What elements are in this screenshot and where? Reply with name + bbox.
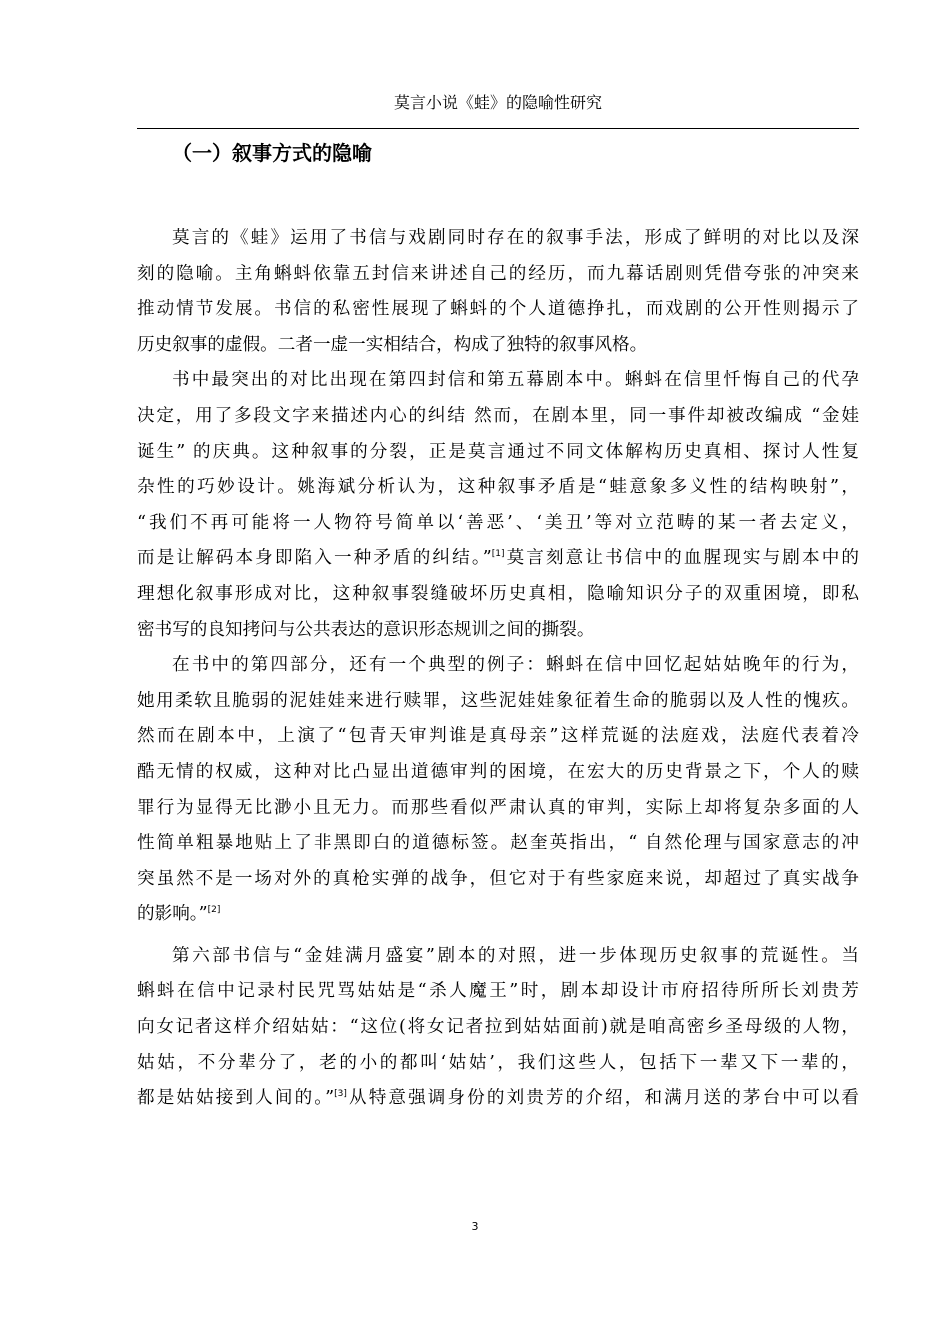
paragraph-2-line-6 — [137, 541, 859, 577]
paragraph-1-line-4: 历史叙事的虚假。二者一虚一实相结合，构成了独特的叙事风格。 — [137, 334, 648, 355]
paragraph-4-line-1: 第六部书信与“金娃满月盛宴”剧本的对照，进一步体现历史叙事的荒诞性。当 — [172, 945, 859, 966]
paragraph-1-line-2: 刻的隐喻。主角蝌蚪依靠五封信来讲述自己的经历，而九幕话剧则凭借夸张的冲突来 — [137, 263, 859, 284]
citation-1: [1] — [491, 549, 505, 560]
paragraph-2-line-2: 决定，用了多段文字来描述内心的纠结 然而，在剧本里，同一事件却被改编成 “金娃 — [137, 405, 859, 426]
paragraph-4-line-2: 蝌蚪在信中记录村民咒骂姑姑是“杀人魔王”时，剧本却设计市府招待所所长刘贵芳 — [137, 981, 859, 1002]
paragraph-1-line-1: 莫言的《蛙》运用了书信与戏剧同时存在的叙事手法，形成了鲜明的对比以及深 — [172, 228, 859, 248]
paragraph-3-line-6: 性简单粗暴地贴上了非黑即白的道德标签。赵奎英指出，“ 自然伦理与国家意志的冲 — [137, 833, 859, 854]
running-header: 莫言小说《蛙》的隐喻性研究 — [393, 93, 602, 112]
paragraph-2-line-6-tail: 莫言刻意让书信中的血腥现实与剧本中的 — [504, 548, 859, 569]
paragraph-2-line-7: 理想化叙事形成对比，这种叙事裂缝破坏历史真相，隐喻知识分子的双重困境，即私 — [137, 583, 859, 604]
paragraph-2-line-4: 杂性的巧妙设计。姚海斌分析认为，这种叙事矛盾是“蛙意象多义性的结构映射”， — [137, 477, 859, 498]
paragraph-4-line-5-text: 都是姑姑接到人间的。” — [137, 1088, 335, 1109]
paragraph-4-line-5 — [137, 1081, 859, 1117]
citation-2: [2] — [207, 905, 221, 916]
paragraph-3-line-7: 突虽然不是一场对外的真枪实弹的战争，但它对于有些家庭来说，却超过了真实战争 — [137, 868, 859, 889]
paragraph-3-line-8 — [137, 897, 859, 933]
paragraph-3-line-5: 罪行为显得无比渺小且无力。而那些看似严肃认真的审判，实际上却将复杂多面的人 — [137, 797, 859, 818]
paragraph-3-line-2: 她用柔软且脆弱的泥娃娃来进行赎罪，这些泥娃娃象征着生命的脆弱以及人性的愧疚。 — [137, 690, 859, 711]
paragraph-4-line-3: 向女记者这样介绍姑姑：“这位(将女记者拉到姑姑面前)就是咱高密乡圣母级的人物， — [137, 1017, 859, 1038]
paragraph-4-line-5-tail: 从特意强调身份的刘贵芳的介绍，和满月送的茅台中可以看 — [346, 1088, 859, 1109]
paragraph-3-line-8-text: 的影响。” — [137, 904, 208, 925]
paragraph-4-line-4: 姑姑，不分辈分了，老的小的都叫‘姑姑’，我们这些人，包括下一辈又下一辈的， — [137, 1052, 859, 1073]
body-text — [137, 221, 859, 1117]
paragraph-1-line-3: 推动情节发展。书信的私密性展现了蝌蚪的个人道德挣扎，而戏剧的公开性则揭示了 — [137, 299, 859, 320]
paragraph-3-line-3: 然而在剧本中，上演了“包青天审判谁是真母亲”这样荒诞的法庭戏，法庭代表着冷 — [137, 726, 859, 747]
paragraph-3-line-1: 在书中的第四部分，还有一个典型的例子：蝌蚪在信中回忆起姑姑晚年的行为， — [172, 655, 859, 676]
paragraph-2-line-1: 书中最突出的对比出现在第四封信和第五幕剧本中。蝌蚪在信里忏悔自己的代孕 — [172, 370, 859, 391]
header-rule — [137, 128, 859, 129]
paragraph-2-line-3: 诞生” 的庆典。这种叙事的分裂，正是莫言通过不同文体解构历史真相、探讨人性复 — [137, 441, 859, 462]
page-number: 3 — [471, 1220, 479, 1233]
section-title: （一）叙事方式的隐喻 — [172, 141, 372, 165]
paragraph-2-line-6-text: 而是让解码本身即陷入一种矛盾的纠结。” — [137, 548, 492, 569]
citation-3: [3] — [334, 1089, 347, 1100]
paragraph-3-line-4: 酷无情的权威，这种对比凸显出道德审判的困境，在宏大的历史背景之下，个人的赎 — [137, 761, 859, 782]
paragraph-2-line-5: “我们不再可能将一人物符号简单以‘善恶’、‘美丑’等对立范畴的某一者去定义， — [137, 512, 859, 533]
paragraph-2-line-8: 密书写的良知拷问与公共表达的意识形态规训之间的撕裂。 — [137, 619, 595, 640]
